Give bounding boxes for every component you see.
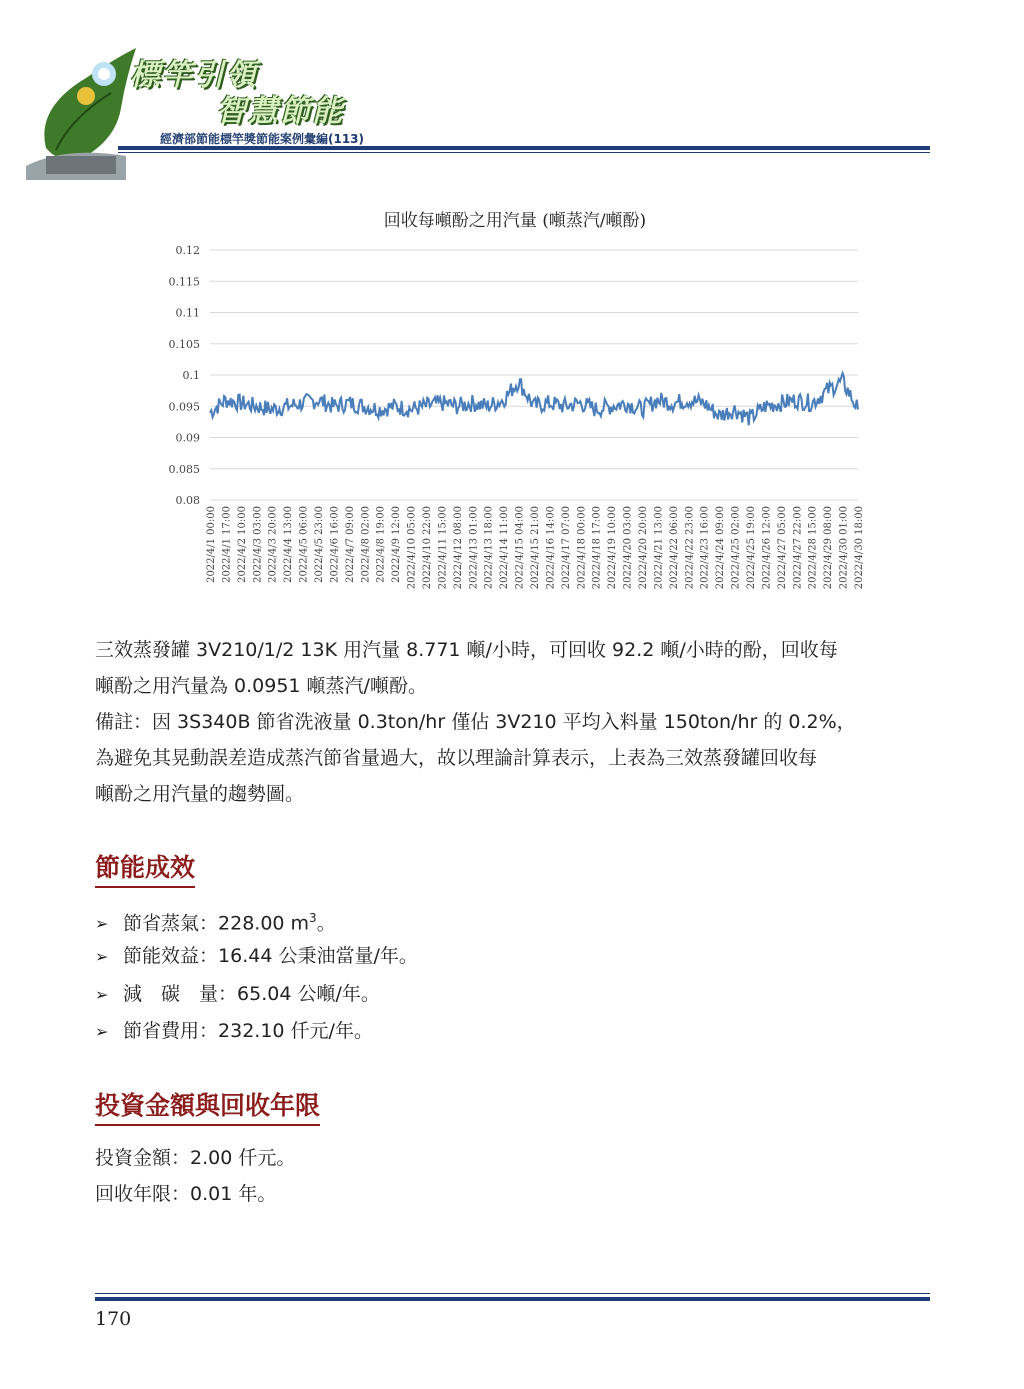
arrow-bullet-icon: ➢ (95, 1022, 109, 1041)
arrow-bullet-icon: ➢ (95, 985, 109, 1004)
chart-x-tick-label: 2022/4/8 19:00 (375, 506, 387, 583)
chart-x-tick-label: 2022/4/5 23:00 (314, 506, 325, 583)
investment-amount: 投資金額：2.00 仟元。 (95, 1147, 296, 1169)
chart-x-tick-label: 2022/4/18 17:00 (591, 506, 603, 590)
section-heading-energy-savings: 節能成效 (95, 848, 195, 888)
item-suffix: 。 (353, 1020, 373, 1042)
item-value: 232.10 仟元/年 (218, 1020, 354, 1042)
chart-y-tick-label: 0.105 (168, 337, 200, 351)
chart-x-tick-label: 2022/4/1 00:00 (206, 506, 217, 583)
list-item (95, 944, 418, 969)
chart-x-tick-label: 2022/4/9 12:00 (391, 506, 403, 583)
chart-x-tick-label: 2022/4/20 20:00 (638, 506, 649, 590)
header-subtitle: 經濟部節能標竿獎節能案例彙編(113) (160, 132, 365, 146)
item-label: 節省費用： (123, 1020, 219, 1042)
chart-x-tick-label: 2022/4/15 21:00 (530, 506, 541, 590)
chart-y-tick-label: 0.115 (168, 275, 200, 289)
chart-x-tick-label: 2022/4/13 01:00 (468, 506, 480, 590)
page-number: 170 (95, 1308, 132, 1330)
chart-x-tick-label: 2022/4/23 16:00 (699, 506, 711, 590)
chart-y-tick-label: 0.1 (182, 369, 200, 382)
note-line: 噸酚之用汽量的趨勢圖。 (95, 783, 305, 805)
footer-rule-thick (95, 1297, 930, 1301)
item-suffix: 。 (360, 983, 380, 1005)
item-value: 228.00 m (218, 912, 310, 935)
item-value: 16.44 公秉油當量/年 (218, 945, 399, 967)
chart-x-tick-label: 2022/4/8 02:00 (360, 506, 372, 583)
section-heading-investment: 投資金額與回收年限 (95, 1086, 320, 1126)
chart-x-tick-label: 2022/4/21 13:00 (653, 506, 665, 590)
chart-title: 回收每噸酚之用汽量 (噸蒸汽/噸酚) (383, 211, 647, 231)
item-label: 節能效益： (123, 945, 219, 967)
header-title-line2: 智慧節能 (216, 94, 344, 129)
header-rule-thin (118, 152, 930, 153)
chart-x-tick-label: 2022/4/28 15:00 (807, 506, 819, 590)
chart-x-tick-label: 2022/4/3 03:00 (252, 506, 264, 583)
note-paragraph (95, 704, 935, 812)
chart-x-tick-label: 2022/4/19 10:00 (607, 506, 619, 590)
chart-x-tick-label: 2022/4/12 08:00 (452, 506, 464, 590)
chart-x-tick-label: 2022/4/29 08:00 (823, 506, 835, 590)
paragraph-line: 噸酚之用汽量為 0.0951 噸蒸汽/噸酚。 (95, 675, 427, 697)
chart-x-tick-label: 2022/4/30 01:00 (838, 506, 850, 590)
chart-x-tick-label: 2022/4/22 06:00 (668, 506, 680, 590)
item-superscript: 3 (309, 911, 317, 925)
arrow-bullet-icon: ➢ (95, 914, 109, 934)
arrow-bullet-icon: ➢ (95, 947, 109, 966)
chart-x-tick-label: 2022/4/14 11:00 (499, 506, 511, 590)
footer-rule-thin (95, 1293, 930, 1294)
chart-x-tick-label: 2022/4/17 07:00 (560, 506, 572, 590)
chart-x-tick-label: 2022/4/30 18:00 (854, 506, 865, 590)
steam-usage-paragraph (95, 632, 935, 704)
header-rule-thick (118, 146, 930, 150)
chart-x-tick-label: 2022/4/26 12:00 (761, 506, 773, 590)
investment-info (95, 1140, 935, 1212)
chart-x-tick-label: 2022/4/7 09:00 (344, 506, 356, 583)
header-title-line1: 標竿引領 (130, 58, 258, 93)
note-line: 備註：因 3S340B 節省洗液量 0.3ton/hr 僅佔 3V210 平均入料量 150ton/hr 的 0.2%， (95, 711, 856, 733)
chart-x-tick-label: 2022/4/24 09:00 (715, 506, 727, 590)
steam-usage-line-chart (150, 200, 870, 620)
chart-x-tick-label: 2022/4/4 13:00 (283, 506, 295, 583)
chart-x-tick-label: 2022/4/27 05:00 (776, 506, 788, 590)
list-item (95, 906, 336, 936)
chart-x-tick-label: 2022/4/15 04:00 (514, 506, 526, 590)
item-label: 節省蒸氣： (123, 912, 219, 935)
chart-x-tick-label: 2022/4/1 17:00 (221, 506, 233, 583)
chart-x-tick-label: 2022/4/20 03:00 (622, 506, 634, 590)
chart-x-tick-label: 2022/4/2 10:00 (236, 506, 248, 583)
chart-y-tick-label: 0.09 (175, 431, 200, 445)
chart-x-tick-label: 2022/4/25 02:00 (730, 506, 742, 590)
chart-x-tick-label: 2022/4/10 22:00 (422, 506, 433, 590)
chart-x-tick-label: 2022/4/18 00:00 (576, 506, 588, 590)
chart-x-tick-label: 2022/4/22 23:00 (684, 506, 696, 590)
paragraph-line: 三效蒸發罐 3V210/1/2 13K 用汽量 8.771 噸/小時，可回收 92.2 噸/小時的酚，回收每 (95, 639, 838, 661)
item-suffix: 。 (316, 912, 336, 935)
chart-x-tick-label: 2022/4/27 22:00 (792, 506, 804, 590)
list-item (95, 982, 380, 1007)
chart-x-tick-label: 2022/4/6 16:00 (329, 506, 341, 583)
chart-x-tick-label: 2022/4/10 05:00 (406, 506, 418, 590)
chart-x-tick-label: 2022/4/11 15:00 (437, 506, 449, 590)
chart-x-tick-label: 2022/4/16 14:00 (545, 506, 557, 590)
chart-y-tick-label: 0.12 (175, 244, 200, 257)
chart-x-tick-label: 2022/4/3 20:00 (267, 506, 279, 583)
note-line: 為避免其晃動誤差造成蒸汽節省量過大，故以理論計算表示，上表為三效蒸發罐回收每 (95, 747, 818, 769)
chart-y-tick-label: 0.11 (175, 306, 200, 320)
item-label: 減 碳 量： (123, 983, 238, 1005)
chart-y-tick-label: 0.095 (168, 400, 200, 414)
chart-y-tick-label: 0.08 (175, 494, 200, 507)
chart-y-tick-label: 0.085 (168, 462, 200, 476)
chart-x-tick-label: 2022/4/5 06:00 (298, 506, 310, 583)
chart-series-line (210, 373, 858, 425)
item-value: 65.04 公噸/年 (237, 983, 361, 1005)
chart-x-tick-label: 2022/4/13 18:00 (483, 506, 495, 590)
chart-x-tick-label: 2022/4/25 19:00 (746, 506, 757, 590)
item-suffix: 。 (398, 945, 418, 967)
payback-period: 回收年限：0.01 年。 (95, 1183, 277, 1205)
list-item (95, 1019, 373, 1044)
